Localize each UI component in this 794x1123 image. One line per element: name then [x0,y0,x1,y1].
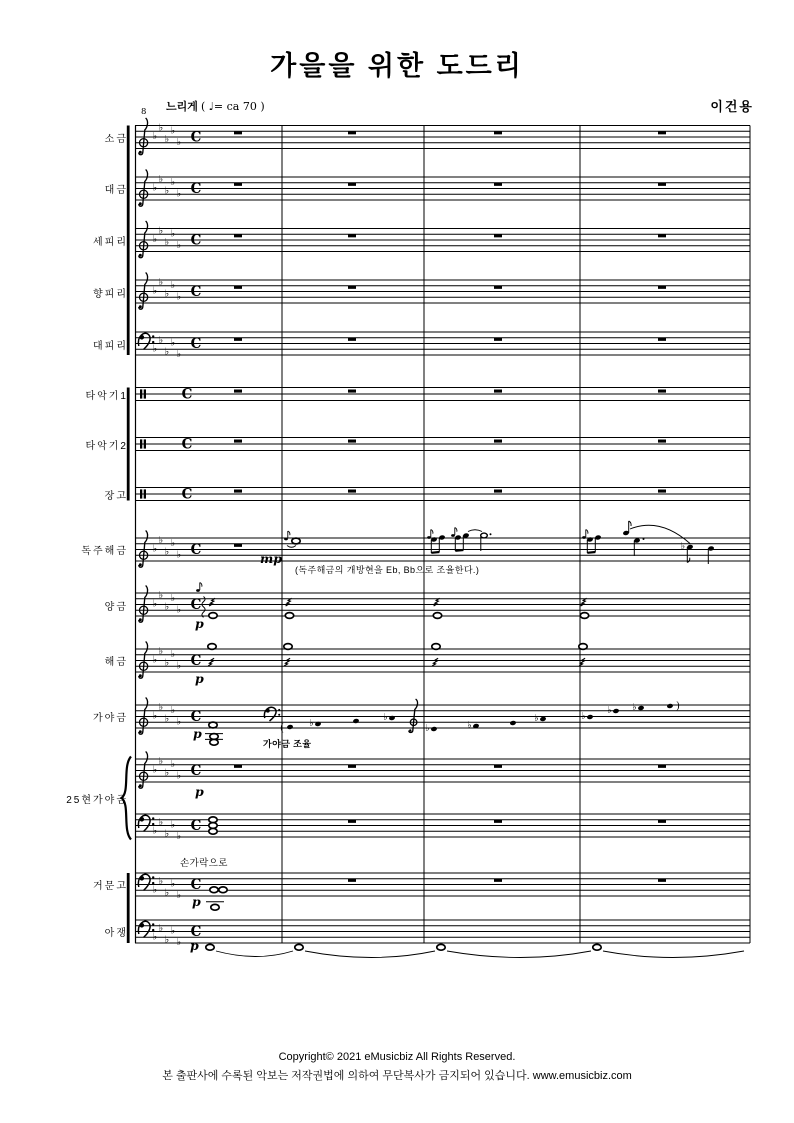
tempo-value: ( ♩= ca 70 ) [200,100,265,113]
treble-clef [139,586,148,623]
flat-sign: ♭ [158,122,164,134]
percussion-clef [140,389,142,398]
percussion-clef [140,489,142,498]
treble-clef [139,752,148,789]
flat-sign: ♭ [164,185,170,197]
instrument-label-geomungo: 거문고 [93,881,128,892]
whole-note [285,613,293,619]
whole-note [209,823,217,829]
flat-sign: ♭ [152,182,158,194]
flat-sign: ♭ [467,720,472,732]
whole-note [206,944,214,950]
whole-rest [234,544,242,547]
bass-clef [152,876,154,878]
flat-sign: ♭ [680,541,686,553]
whole-note [209,613,217,619]
page-title: 가을을 위한 도드리 [270,51,524,81]
whole-rest [348,234,356,237]
flat-sign: ♭ [158,875,164,887]
grace-note [196,589,200,592]
instrument-label-daepiri: 대피리 [93,341,128,352]
flat-sign: ♭ [164,546,170,558]
time-signature: C [190,818,202,835]
treble-clef [139,642,148,679]
flat-sign: ♭ [152,825,158,837]
flat-sign: ♭ [152,884,158,896]
whole-rest [494,879,502,882]
treble-clef [409,699,418,732]
flat-sign: ♭ [425,723,430,735]
whole-note [437,944,445,950]
whole-rest [348,765,356,768]
whole-rest [348,879,356,882]
flat-sign: ♭ [581,711,586,723]
treble-clef [139,254,142,257]
close-paren: ) [676,701,680,712]
bass-clef [138,921,150,937]
beam [455,550,463,551]
slur [447,951,591,958]
flat-sign: ♭ [170,537,176,549]
notehead [540,716,547,722]
whole-note [433,613,441,619]
flat-sign: ♭ [158,816,164,828]
whole-rest [658,820,666,823]
whole-rest [494,286,502,289]
flat-sign: ♭ [158,756,164,768]
flat-sign: ♭ [158,590,164,602]
flat-sign: ♭ [170,878,176,890]
bass-clef [152,817,154,819]
flat-sign: ♭ [170,704,176,716]
bass-clef [138,815,150,831]
whole-rest [234,440,242,443]
grace-note [427,536,431,539]
arpeggio-line [202,597,205,618]
time-signature: C [190,877,202,894]
whole-rest [348,183,356,186]
grace-note [451,534,455,537]
dynamic-p-gayageum: p [193,726,202,741]
flat-sign: ♭ [170,228,176,240]
instrument-label-ajaeng: 아쟁 [104,928,128,939]
flat-sign: ♭ [158,922,164,934]
treble-clef [139,784,142,787]
flat-sign: ♭ [152,131,158,143]
time-signature: C [190,542,202,559]
footer-notice: 본 출판사에 수록된 악보는 저작권법에 의하여 무단복사가 금지되어 있습니다. www.emusicbiz.com [162,1070,632,1082]
whole-rest [658,490,666,493]
flat-sign: ♭ [632,702,637,714]
flat-sign: ♭ [152,598,158,610]
tempo-label: 느리게 [166,101,198,113]
flat-sign: ♭ [152,764,158,776]
open-paren: ( [280,723,284,734]
whole-rest [494,338,502,341]
flat-sign: ♭ [158,535,164,547]
notehead [613,708,620,714]
instrument-label-gayageum25: 25현가야금 [66,795,128,806]
time-signature: C [190,181,202,198]
flat-sign: ♭ [176,604,182,616]
flat-sign: ♭ [309,718,314,730]
flat-sign: ♭ [164,887,170,899]
whole-rest [348,440,356,443]
time-signature: C [181,486,193,503]
treble-clef [139,305,142,308]
whole-note [580,613,588,619]
flat-sign: ♭ [158,174,164,186]
flat-sign: ♭ [152,710,158,722]
treble-clef [139,118,148,155]
whole-rest [658,338,666,341]
treble-clef [139,531,148,568]
flat-sign: ♭ [607,705,612,717]
flat-sign: ♭ [176,188,182,200]
grace-note [582,536,586,539]
whole-rest [348,131,356,134]
instrument-label-daegeum: 대금 [104,185,128,196]
tremolo-mark [432,658,438,666]
whole-rest [348,490,356,493]
whole-note [209,722,217,728]
annotation-haegeum-tuning: (독주해금의 개방현을 Eb, Bb으로 조율한다.) [295,565,480,575]
whole-rest [234,390,242,393]
percussion-clef [140,439,142,448]
flat-sign: ♭ [164,288,170,300]
whole-rest [658,183,666,186]
slur [468,530,482,532]
whole-rest [658,234,666,237]
whole-rest [494,765,502,768]
instrument-label-yanggeum: 양금 [104,602,128,613]
whole-rest [494,183,502,186]
instrument-label-percussion2: 타악기2 [85,441,128,452]
octave-8-mark: 8 [141,107,147,117]
whole-rest [494,131,502,134]
whole-rest [234,490,242,493]
notehead [638,705,645,711]
whole-rest [348,820,356,823]
flat-sign: ♭ [158,225,164,237]
flat-sign: ♭ [170,819,176,831]
flat-sign: ♭ [383,712,388,724]
grace-note [284,538,288,541]
time-signature: C [190,924,202,941]
whole-rest [494,390,502,393]
bass-clef [152,923,154,925]
instrument-label-hyangpiri: 향피리 [93,289,128,300]
tremolo-mark [284,658,290,666]
whole-note [211,904,219,910]
beam [587,552,595,553]
flat-sign: ♭ [170,925,176,937]
notehead [353,718,360,724]
treble-clef [139,674,142,677]
whole-rest [658,390,666,393]
slur [603,951,744,958]
treble-clef [409,729,411,731]
notehead [287,724,294,730]
whole-note [219,887,227,893]
treble-clef [139,202,142,205]
whole-rest [494,490,502,493]
half-note [481,533,488,538]
whole-rest [658,286,666,289]
treble-clef [139,730,142,733]
composer-name: 이건용 [710,99,754,114]
augmentation-dot [643,538,645,540]
bass-clef [278,714,280,716]
bass-clef [264,707,276,721]
flat-sign: ♭ [176,136,182,148]
whole-rest [234,765,242,768]
flat-sign: ♭ [164,601,170,613]
flat-sign: ♭ [152,343,158,355]
whole-note [208,644,216,650]
whole-rest [494,234,502,237]
treble-clef [139,698,148,735]
whole-note [210,887,218,893]
percussion-clef [144,439,146,448]
dynamic-p-haegeum: p [195,671,204,686]
whole-rest [348,286,356,289]
flat-sign: ♭ [176,549,182,561]
flat-sign: ♭ [152,234,158,246]
annotation-geomungo-technique: 손가락으로 [180,858,228,869]
flat-sign: ♭ [164,657,170,669]
dynamic-mp-solo-haegeum: mp [260,551,282,566]
flat-sign: ♭ [158,334,164,346]
instrument-label-percussion1: 타악기1 [85,391,128,402]
bass-clef [278,709,280,711]
flat-sign: ♭ [158,646,164,658]
footer-copyright: Copyright© 2021 eMusicbiz All Rights Reserved. [278,1051,516,1063]
bass-clef [138,874,150,890]
whole-rest [234,234,242,237]
whole-note [210,734,218,740]
flat-sign: ♭ [158,702,164,714]
flat-sign: ♭ [164,237,170,249]
annotation-gayageum-tuning: 가야금 조율 [263,739,312,749]
whole-rest [234,338,242,341]
flat-sign: ♭ [176,937,182,949]
flat-sign: ♭ [158,277,164,289]
whole-rest [658,131,666,134]
notehead [667,703,674,709]
whole-note [284,644,292,650]
flat-sign: ♭ [170,648,176,660]
flat-sign: ♭ [152,285,158,297]
flat-sign: ♭ [170,337,176,349]
instrument-label-gayageum: 가야금 [93,713,128,724]
augmentation-dot [490,533,492,535]
whole-note [210,739,218,745]
flat-sign: ♭ [176,239,182,251]
flat-sign: ♭ [170,758,176,770]
whole-rest [234,183,242,186]
time-signature: C [190,653,202,670]
time-signature: C [190,129,202,146]
flat-sign: ♭ [176,770,182,782]
instrument-label-solo-haegeum: 독주해금 [81,546,128,557]
whole-rest [658,440,666,443]
flat-sign: ♭ [170,176,176,188]
whole-note [209,828,217,834]
flat-sign: ♭ [152,654,158,666]
whole-note [432,644,440,650]
whole-rest [658,879,666,882]
flat-sign: ♭ [164,767,170,779]
whole-rest [234,131,242,134]
flat-sign: ♭ [170,125,176,137]
beam [431,552,439,553]
whole-note [295,944,303,950]
flat-sign: ♭ [176,349,182,361]
whole-rest [658,765,666,768]
whole-rest [494,820,502,823]
time-signature: C [190,284,202,301]
time-signature: C [190,597,202,614]
percussion-clef [144,389,146,398]
time-signature: C [181,386,193,403]
instrument-label-janggo: 장고 [104,491,128,502]
dynamic-p-ajaeng: p [190,938,199,953]
flat-sign: ♭ [164,828,170,840]
flat-sign: ♭ [164,134,170,146]
tempo-marking [166,98,265,114]
notehead [431,726,438,732]
flat-sign: ♭ [152,931,158,943]
flat-sign: ♭ [176,716,182,728]
time-signature: C [190,336,202,353]
flat-sign: ♭ [176,831,182,843]
slur [287,546,296,548]
whole-rest [494,440,502,443]
dynamic-p-geomungo: p [192,894,201,909]
whole-note [593,944,601,950]
treble-clef [139,618,142,621]
flat-sign: ♭ [164,346,170,358]
treble-clef [139,273,148,310]
whole-note [292,538,300,544]
treble-clef [139,563,142,566]
time-signature: C [190,763,202,780]
treble-clef [139,151,142,154]
treble-clef [139,170,148,207]
time-signature: C [181,436,193,453]
whole-rest [348,390,356,393]
slur [305,951,435,958]
tremolo-mark [208,658,214,666]
flat-sign: ♭ [164,713,170,725]
instrument-label-haegeum: 해금 [104,657,128,668]
flat-sign: ♭ [152,543,158,555]
instrument-label-sogeum: 소금 [104,134,128,145]
dynamic-p-gayageum25: p [195,784,204,799]
treble-clef [139,221,148,258]
percussion-clef [144,489,146,498]
slur [216,951,293,957]
dynamic-p-yanggeum: p [195,616,204,631]
whole-note [579,644,587,650]
whole-rest [348,338,356,341]
flat-sign: ♭ [176,660,182,672]
flat-sign: ♭ [534,713,539,725]
whole-rest [234,286,242,289]
bass-clef [138,333,150,349]
time-signature: C [190,232,202,249]
notehead [587,714,594,720]
flat-sign: ♭ [164,934,170,946]
flat-sign: ♭ [176,291,182,303]
flat-sign: ♭ [170,592,176,604]
notehead [389,715,396,721]
bass-clef [152,335,154,337]
flat-sign: ♭ [176,890,182,902]
flat-sign: ♭ [170,279,176,291]
instrument-label-sepiri: 세피리 [93,237,128,248]
time-signature: C [190,709,202,726]
notehead [510,720,517,726]
